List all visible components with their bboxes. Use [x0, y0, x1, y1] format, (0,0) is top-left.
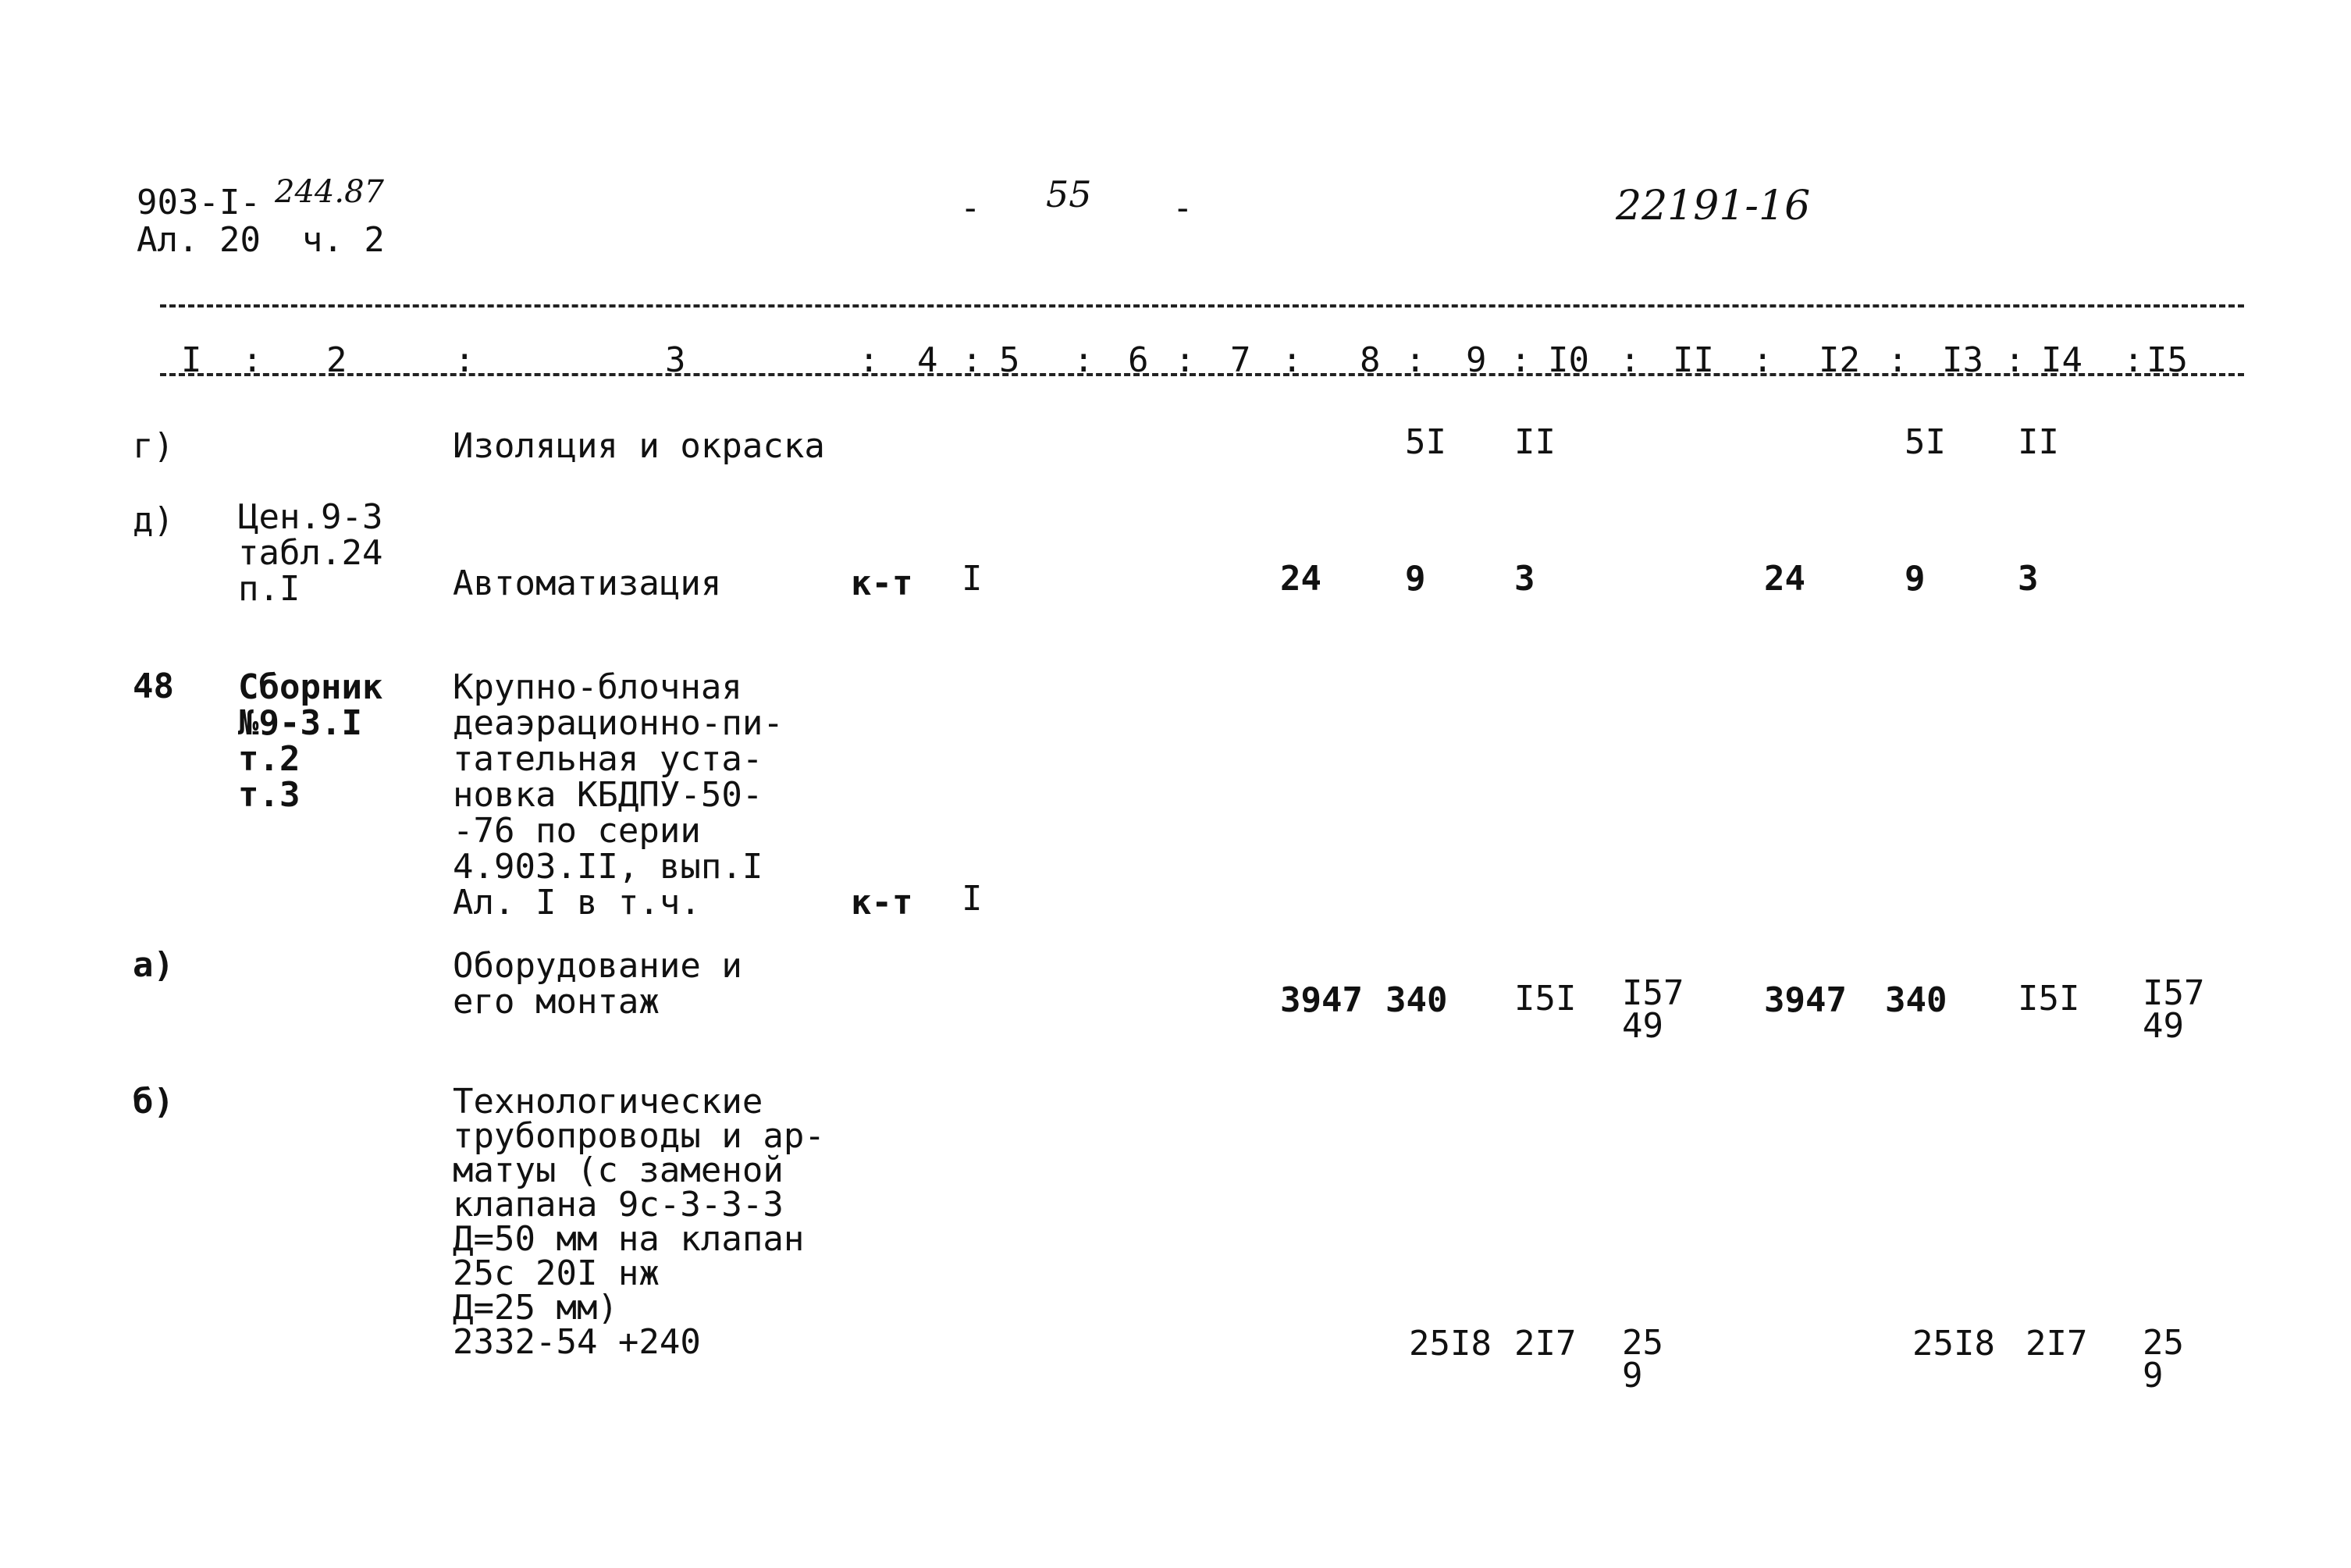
col-header-8: 8 — [1360, 340, 1381, 380]
row-a-col10: I5I — [1514, 979, 1577, 1019]
col-sep: : — [1887, 340, 1908, 380]
col-sep: : — [962, 340, 983, 380]
row-a-name: Оборудование и его монтаж — [453, 946, 742, 1022]
row-g-index: г) — [133, 426, 174, 466]
row-a-col9: 340 — [1385, 980, 1448, 1020]
col-header-6: 6 — [1128, 340, 1149, 380]
row-d-col9: 9 — [1405, 559, 1426, 599]
row-b-index: б) — [133, 1082, 174, 1122]
col-sep: : — [2123, 340, 2144, 380]
row-b-col14: 2I7 — [2026, 1324, 2088, 1364]
col-sep: : — [859, 340, 880, 380]
row-d-name: Автоматизация — [453, 564, 722, 603]
col-header-3: 3 — [665, 340, 686, 380]
row-d-col14: 3 — [2018, 559, 2039, 599]
row-b-col13: 25I8 — [1912, 1324, 1995, 1364]
row-d-index: д) — [133, 500, 174, 540]
row-48-reference: Сборник №9-3.I т.2 т.3 — [238, 667, 383, 815]
row-a-index: а) — [133, 945, 174, 985]
col-header-4: 4 — [917, 340, 938, 380]
col-sep: : — [1073, 340, 1094, 380]
row-d-col10: 3 — [1514, 559, 1535, 599]
album-label: Ал. 20 ч. 2 — [137, 220, 385, 260]
row-b-col11: 25 9 — [1622, 1323, 1663, 1396]
col-sep: : — [1620, 340, 1641, 380]
col-header-9: 9 — [1466, 340, 1487, 380]
row-g-name: Изоляция и окраска — [453, 426, 825, 466]
row-48-index: 48 — [133, 667, 174, 706]
col-sep: : — [1752, 340, 1773, 380]
row-d-col13: 9 — [1905, 559, 1926, 599]
row-g-col9: 5I — [1405, 422, 1446, 462]
row-d-col8: 24 — [1280, 559, 1321, 599]
row-b-col15: 25 9 — [2143, 1323, 2184, 1396]
row-48-unit: к-т — [851, 883, 913, 923]
col-header-14: I4 — [2041, 340, 2082, 380]
row-b-col10: 2I7 — [1514, 1324, 1577, 1364]
col-header-1: I — [181, 340, 202, 380]
row-a-col11: I57 49 — [1622, 973, 1684, 1046]
col-header-10: I0 — [1548, 340, 1589, 380]
col-header-5: 5 — [999, 340, 1020, 380]
col-sep: : — [1175, 340, 1196, 380]
row-a-col15: I57 49 — [2143, 973, 2205, 1046]
row-d-reference: Цен.9-3 табл.24 п.I — [238, 497, 383, 609]
row-b-col9: 25I8 — [1409, 1324, 1492, 1364]
col-header-2: 2 — [326, 340, 347, 380]
row-d-qty: I — [962, 559, 983, 599]
col-header-15: I5 — [2146, 340, 2188, 380]
row-48-qty: I — [962, 879, 983, 919]
col-sep: : — [2004, 340, 2026, 380]
col-header-12: I2 — [1819, 340, 1860, 380]
col-sep: : — [1510, 340, 1531, 380]
col-sep: : — [242, 340, 263, 380]
row-g-col13: 5I — [1905, 422, 1946, 462]
series-code-handwritten: 244.87 — [275, 174, 384, 210]
series-code: 903-I- — [137, 183, 261, 222]
page-number: 55 — [1046, 173, 1092, 215]
col-header-11: II — [1673, 340, 1714, 380]
page-dash-right: - — [1172, 188, 1193, 228]
row-g-col10: II — [1514, 422, 1556, 462]
row-g-col14: II — [2018, 422, 2059, 462]
row-b-name: Технологические трубопроводы и ар- матуы (с заменой клапана 9с-3-3-3 Д=50 мм на клапан 25с 20I нж Д=25 мм) 2332-54 +240 — [453, 1082, 825, 1362]
col-sep: : — [1405, 340, 1426, 380]
col-header-7: 7 — [1230, 340, 1251, 380]
row-48-name: Крупно-блочная деаэрационно-пи- тательная уста- новка КБДПУ-50- -76 по серии 4.903.II, вып.I Ал. I в т.ч. — [453, 667, 784, 923]
row-a-col8: 3947 — [1280, 980, 1363, 1020]
col-header-13: I3 — [1942, 340, 1983, 380]
sheet-number: 22191-16 — [1616, 183, 1811, 229]
row-a-col13: 340 — [1885, 980, 1947, 1020]
col-sep: : — [454, 340, 475, 380]
row-a-col14: I5I — [2018, 979, 2080, 1019]
header-rule-top — [160, 304, 2244, 308]
row-d-unit: к-т — [851, 564, 913, 603]
col-sep: : — [1282, 340, 1303, 380]
row-a-col12: 3947 — [1764, 980, 1847, 1020]
page-dash-left: - — [960, 188, 981, 228]
row-d-col12: 24 — [1764, 559, 1805, 599]
